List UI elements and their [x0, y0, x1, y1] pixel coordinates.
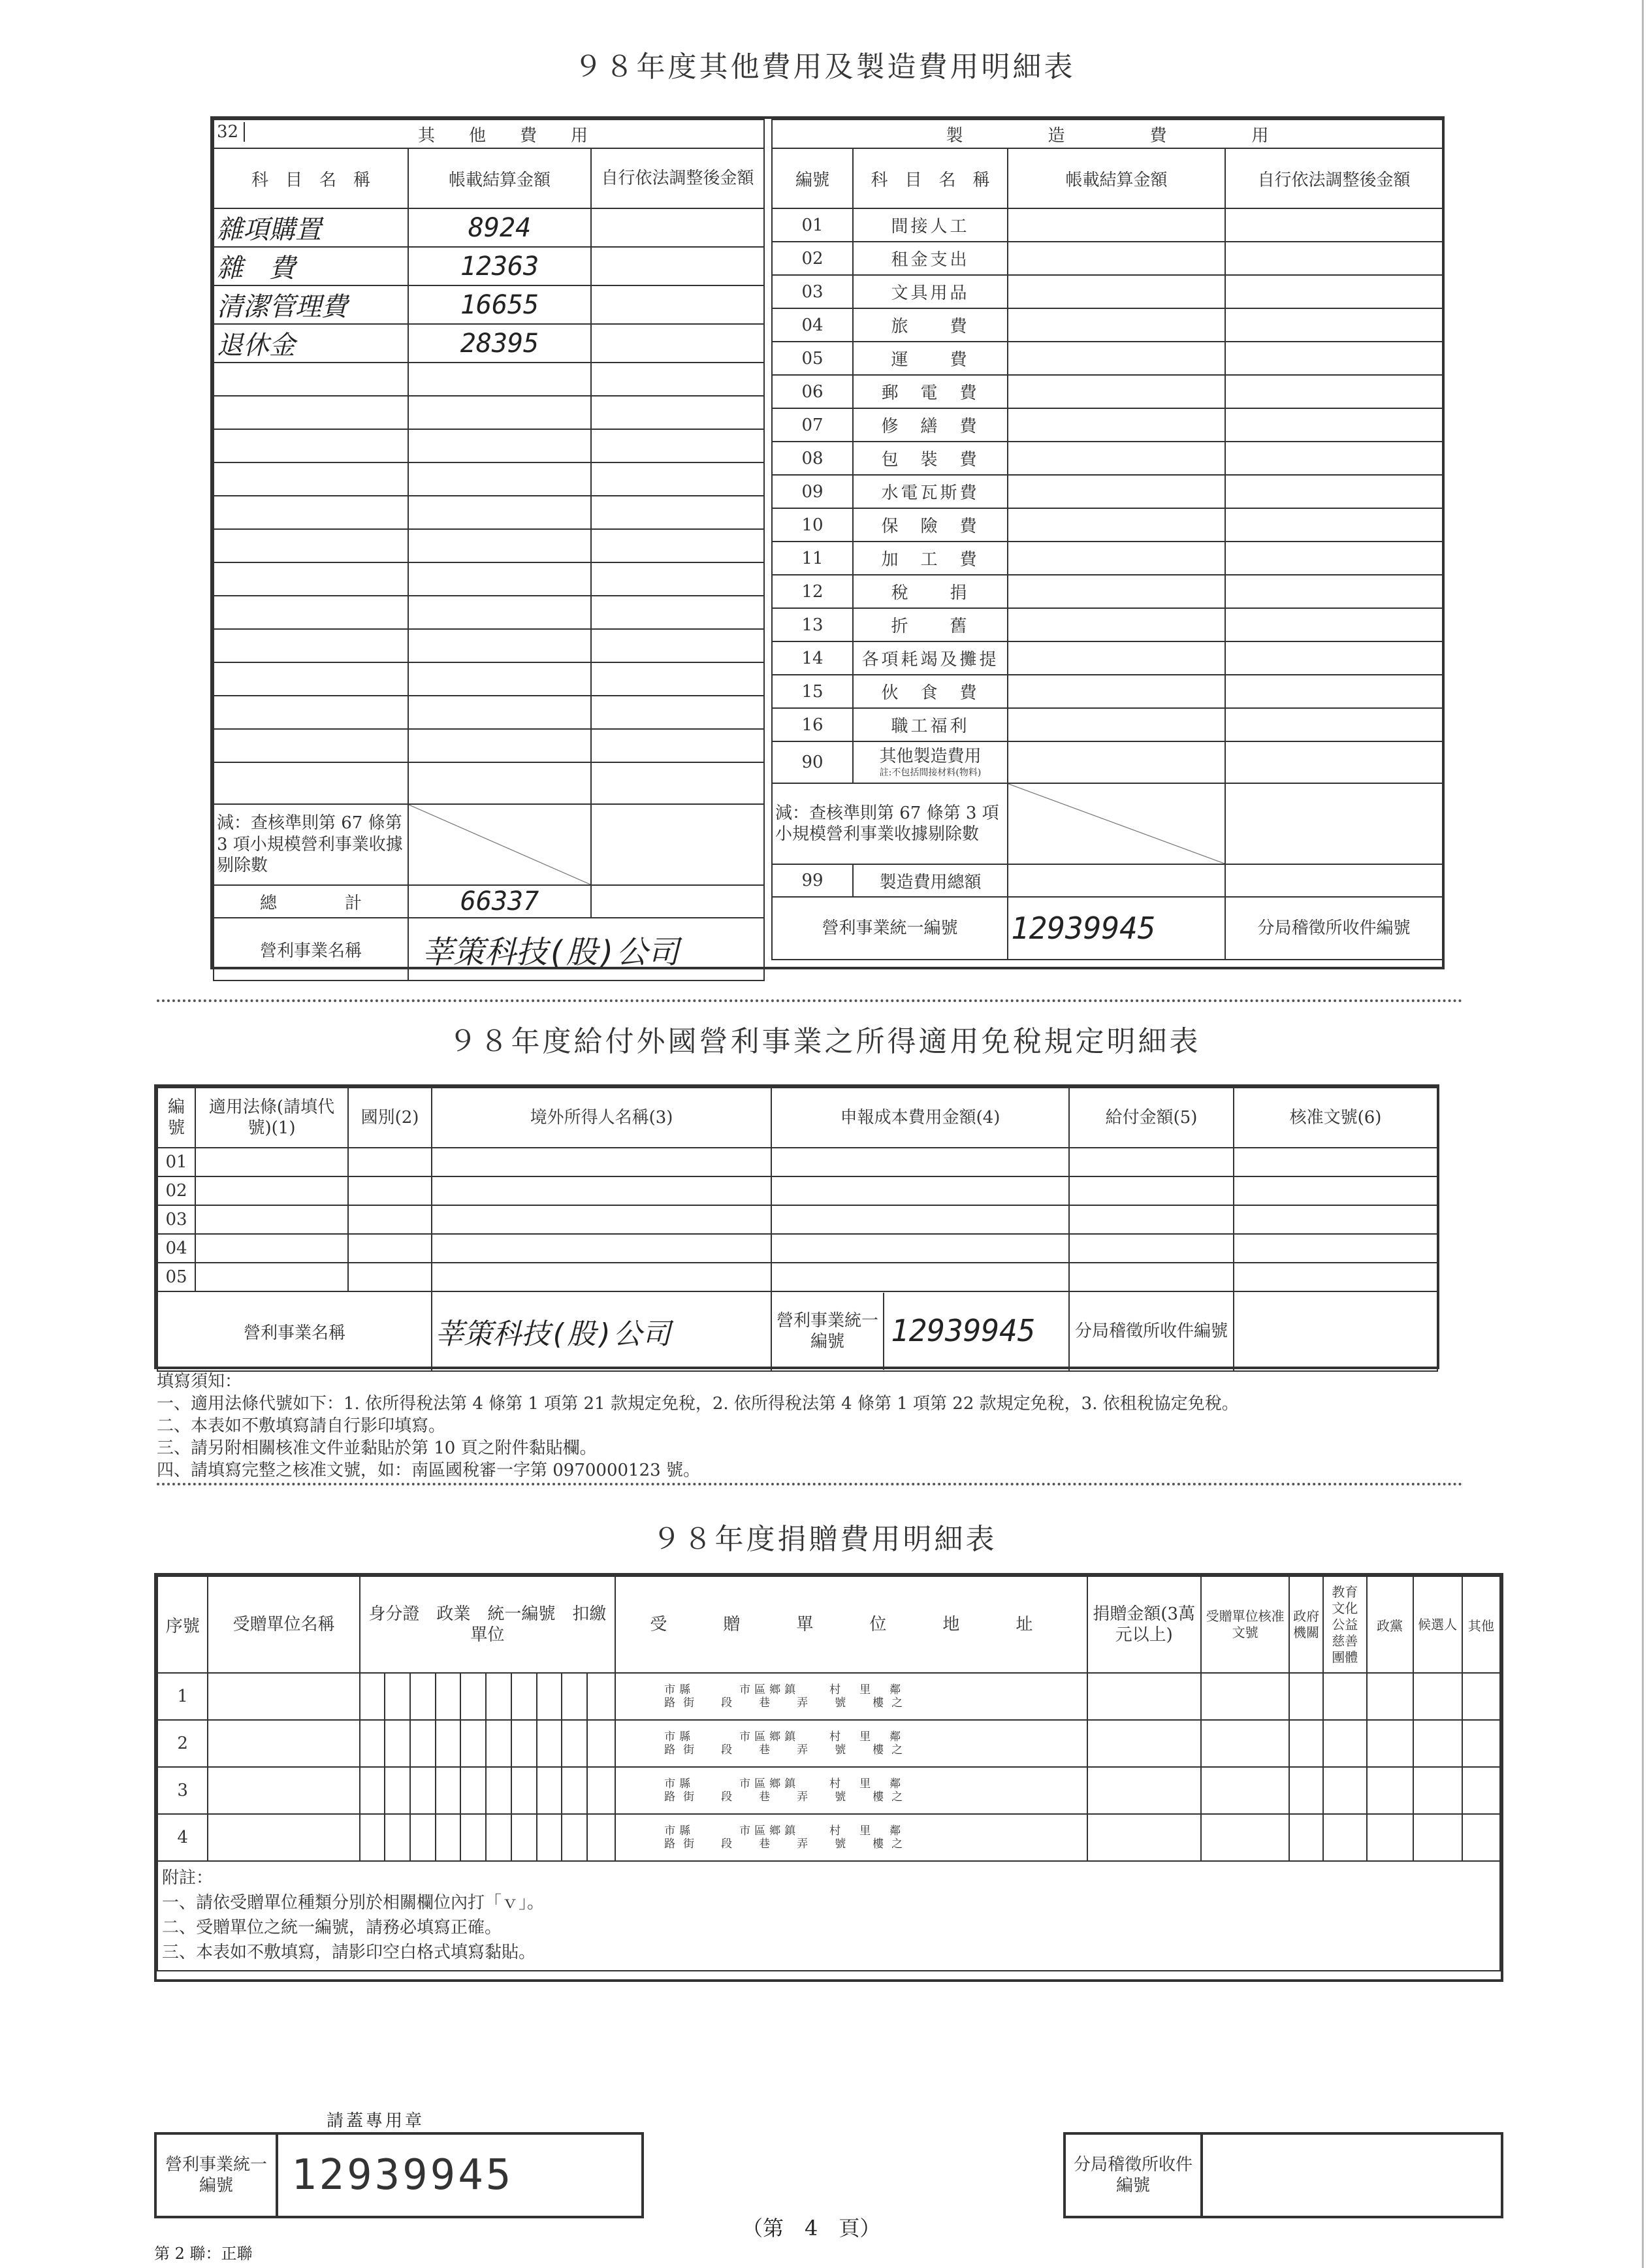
page-number: （第 4 頁）	[742, 2216, 881, 2241]
manufacturing-no: 06	[772, 375, 853, 408]
foreign-income-no: 02	[157, 1176, 195, 1205]
manufacturing-item: 折 舊	[853, 608, 1008, 641]
t2-note-line: 一、適用法條代號如下：1. 依所得稅法第 4 條第 1 項第 21 款規定免稅，2. 依所得稅法第 4 條第 1 項第 22 款規定免稅，3. 依租稅協定免稅。	[157, 1394, 1239, 1414]
address-line-2: 路街 段 巷 弄 號 樓之	[664, 1790, 911, 1804]
manufacturing-row	[772, 408, 1443, 442]
footer-id-box	[154, 2132, 644, 2218]
copy-label: 第 2 聯：正聯	[154, 2244, 253, 2263]
manufacturing-item: 郵 電 費	[853, 375, 1008, 408]
t3-note-line: 三、本表如不敷填寫，請影印空白格式填寫黏貼。	[162, 1943, 536, 1962]
manufacturing-row	[772, 375, 1443, 408]
t2-company-name: 莘策科技(股)公司	[432, 1291, 771, 1371]
donation-address	[615, 1673, 1087, 1720]
manufacturing-row	[772, 342, 1443, 375]
other-expense-item	[214, 429, 408, 462]
foreign-income-row	[157, 1148, 1437, 1176]
table3-frame	[154, 1573, 1503, 1982]
col2-cost: 申報成本費用金額(4)	[771, 1088, 1069, 1148]
manufacturing-row	[772, 242, 1443, 275]
other-expense-row	[214, 496, 764, 529]
donation-table	[157, 1576, 1501, 1971]
t2-note-line: 填寫須知：	[157, 1372, 242, 1391]
t2-id-label: 營利事業統一編號	[772, 1293, 884, 1370]
manufacturing-row	[772, 708, 1443, 741]
foreign-income-no: 04	[157, 1234, 195, 1263]
left-deduct-adj	[591, 804, 764, 885]
donation-seq: 4	[157, 1814, 208, 1861]
manufacturing-row	[772, 575, 1443, 608]
manufacturing-no: 13	[772, 608, 853, 641]
other-expense-item	[214, 529, 408, 562]
other-expense-row	[214, 696, 764, 729]
table1-frame	[210, 116, 1445, 969]
manufacturing-header: 製 造 費 用	[772, 120, 1443, 148]
col3-approval: 受贈單位核准文號	[1201, 1576, 1289, 1673]
t3-note-line: 附註：	[162, 1868, 214, 1888]
t2-office-label: 分局稽徵所收件編號	[1069, 1291, 1234, 1371]
manufacturing-row	[772, 641, 1443, 675]
other-expense-item: 清潔管理費	[214, 285, 408, 324]
manufacturing-row	[772, 442, 1443, 475]
col-adjusted-amount-r: 自行依法調整後金額	[1225, 148, 1443, 208]
col3-addr: 受 贈 單 位 地 址	[615, 1576, 1087, 1673]
other-expense-row	[214, 462, 764, 496]
donation-seq: 2	[157, 1720, 208, 1767]
t2-notes	[157, 1370, 1239, 1482]
manufacturing-item: 水電瓦斯費	[853, 475, 1008, 508]
right-deduct-adj	[1225, 783, 1443, 864]
left-deduct-label: 減：查核準則第 67 條第 3 項小規模營利事業收據剔除數	[214, 804, 408, 885]
other-expense-item: 雜項購置	[214, 208, 408, 247]
other-expense-item	[214, 462, 408, 496]
foreign-income-row	[157, 1205, 1437, 1234]
right-deduct-book	[1008, 783, 1225, 864]
manufacturing-row	[772, 608, 1443, 641]
manufacturing-item: 加 工 費	[853, 542, 1008, 575]
col3-id: 身分證 政業 統一編號 扣繳單位	[360, 1576, 615, 1673]
donation-seq: 1	[157, 1673, 208, 1720]
donation-seq: 3	[157, 1767, 208, 1814]
table2-title: ９８年度給付外國營利事業之所得適用免稅規定明細表	[448, 1025, 1201, 1058]
address-line-1: 市縣 市區鄉鎮 村 里 鄰	[664, 1730, 905, 1743]
other-expense-amount	[408, 363, 591, 396]
t3-notes	[162, 1866, 1496, 1965]
manufacturing-no: 10	[772, 508, 853, 542]
manufacturing-no: 15	[772, 675, 853, 708]
table1-title: ９８年度其他費用及製造費用明細表	[573, 50, 1076, 84]
manufacturing-no: 07	[772, 408, 853, 442]
other-expense-item	[214, 729, 408, 762]
other-expense-row	[214, 729, 764, 762]
address-line-1: 市縣 市區鄉鎮 村 里 鄰	[664, 1824, 905, 1838]
manufacturing-no: 12	[772, 575, 853, 608]
manufacturing-no: 02	[772, 242, 853, 275]
col-book-amount: 帳載結算金額	[408, 148, 591, 208]
form-code: 32	[217, 122, 245, 142]
foreign-income-row	[157, 1176, 1437, 1205]
donation-address	[615, 1767, 1087, 1814]
col-adjusted-amount: 自行依法調整後金額	[591, 148, 764, 208]
row99-name: 製造費用總額	[853, 864, 1008, 897]
other-expense-row	[214, 285, 764, 324]
col3-gov: 政府機關	[1289, 1576, 1323, 1673]
manufacturing-row	[772, 308, 1443, 342]
other-expense-row	[214, 529, 764, 562]
col-item-name: 科 目 名 稱	[214, 148, 408, 208]
donation-row	[157, 1720, 1500, 1767]
col2-pay: 給付金額(5)	[1069, 1088, 1234, 1148]
manufacturing-item: 租金支出	[853, 242, 1008, 275]
manufacturing-item: 文具用品	[853, 275, 1008, 308]
address-line-1: 市縣 市區鄉鎮 村 里 鄰	[664, 1777, 905, 1790]
col2-approval: 核准文號(6)	[1234, 1088, 1437, 1148]
footer-office-box	[1063, 2132, 1503, 2218]
other-expense-row	[214, 596, 764, 629]
company-name: 莘策科技(股)公司	[408, 918, 764, 980]
other-expense-amount	[408, 462, 591, 496]
manufacturing-no: 14	[772, 641, 853, 675]
manufacturing-no: 16	[772, 708, 853, 741]
col3-edu: 教育文化公益慈善團體	[1323, 1576, 1367, 1673]
col3-seq: 序號	[157, 1576, 208, 1673]
manufacturing-item: 伙 食 費	[853, 675, 1008, 708]
other-expense-item	[214, 662, 408, 696]
col3-candidate: 候選人	[1413, 1576, 1462, 1673]
t2-note-line: 三、請另附相關核准文件並黏貼於第 10 頁之附件黏貼欄。	[157, 1438, 597, 1458]
other-expense-amount	[408, 729, 591, 762]
foreign-income-no: 05	[157, 1263, 195, 1291]
other-expense-table	[213, 119, 765, 981]
other-expense-row	[214, 629, 764, 662]
total-amount: 66337	[408, 885, 591, 918]
manufacturing-item: 運 費	[853, 342, 1008, 375]
right-deduct-label: 減：查核準則第 67 條第 3 項小規模營利事業收據剔除數	[772, 783, 1008, 864]
other-expense-item	[214, 696, 408, 729]
manufacturing-row	[772, 542, 1443, 575]
other-expense-item: 退休金	[214, 324, 408, 363]
table3-title: ９８年度捐贈費用明細表	[652, 1523, 997, 1556]
page-edge	[1642, 0, 1649, 2268]
manufacturing-item: 旅 費	[853, 308, 1008, 342]
manufacturing-no: 09	[772, 475, 853, 508]
other-expense-item	[214, 363, 408, 396]
t2-company-label: 營利事業名稱	[157, 1291, 432, 1371]
other-expense-amount: 16655	[408, 285, 591, 324]
manufacturing-item: 稅 捐	[853, 575, 1008, 608]
address-line-1: 市縣 市區鄉鎮 村 里 鄰	[664, 1683, 905, 1696]
footer-office-label: 分局稽徵所收件編號	[1065, 2133, 1202, 2217]
manufacturing-item: 包 裝 費	[853, 442, 1008, 475]
other-expense-amount: 28395	[408, 324, 591, 363]
manufacturing-row	[772, 475, 1443, 508]
donation-address	[615, 1814, 1087, 1861]
other-expense-item	[214, 596, 408, 629]
manufacturing-row	[772, 508, 1443, 542]
other-expense-amount	[408, 529, 591, 562]
col2-name: 境外所得人名稱(3)	[432, 1088, 771, 1148]
manufacturing-item: 保 險 費	[853, 508, 1008, 542]
manufacturing-no: 03	[772, 275, 853, 308]
other-expense-item	[214, 396, 408, 429]
other-expense-item: 雜 費	[214, 247, 408, 285]
other-expense-amount	[408, 496, 591, 529]
manufacturing-no: 11	[772, 542, 853, 575]
other-expense-row	[214, 324, 764, 363]
other-expense-row	[214, 208, 764, 247]
col2-no: 編號	[157, 1088, 195, 1148]
col3-name: 受贈單位名稱	[208, 1576, 359, 1673]
t3-note-line: 二、受贈單位之統一編號，請務必填寫正確。	[162, 1918, 502, 1937]
foreign-income-no: 01	[157, 1148, 195, 1176]
t3-notes-cell	[157, 1861, 1500, 1971]
other-expense-amount: 12363	[408, 247, 591, 285]
other-expense-header: 32 其 他 費 用	[214, 120, 764, 148]
col3-other: 其他	[1462, 1576, 1500, 1673]
divider-2	[157, 1483, 1463, 1485]
col2-law: 適用法條(請填代號)(1)	[195, 1088, 348, 1148]
other-expense-amount	[408, 662, 591, 696]
donation-row	[157, 1814, 1500, 1861]
row90-name: 其他製造費用 註:不包括間接材料(物料)	[853, 741, 1008, 783]
row90-no: 90	[772, 741, 853, 783]
t2-note-line: 四、請填寫完整之核准文號，如：南區國稅審一字第 0970000123 號。	[157, 1461, 700, 1480]
other-expense-row	[214, 363, 764, 396]
id-value: 12939945	[1008, 897, 1225, 960]
other-expense-item	[214, 562, 408, 596]
footer-id-value: 12939945	[277, 2133, 643, 2217]
total-label: 總 計	[214, 885, 408, 918]
office-label: 分局稽徵所收件編號	[1225, 897, 1443, 960]
address-line-2: 路街 段 巷 弄 號 樓之	[664, 1838, 911, 1851]
manufacturing-expense-table	[771, 119, 1443, 960]
foreign-income-table	[157, 1087, 1438, 1372]
manufacturing-item: 各項耗竭及攤提	[853, 641, 1008, 675]
foreign-income-row	[157, 1234, 1437, 1263]
col3-amount: 捐贈金額(3萬元以上)	[1087, 1576, 1201, 1673]
other-expense-amount	[408, 629, 591, 662]
company-label: 營利事業名稱	[214, 918, 408, 980]
donation-address	[615, 1720, 1087, 1767]
address-line-2: 路街 段 巷 弄 號 樓之	[664, 1696, 911, 1709]
total-adj	[591, 885, 764, 918]
other-expense-amount	[408, 562, 591, 596]
other-expense-amount	[408, 429, 591, 462]
col2-country: 國別(2)	[348, 1088, 432, 1148]
t3-note-line: 一、請依受贈單位種類分別於相關欄位內打「ｖ」。	[162, 1893, 545, 1913]
other-expense-item	[214, 496, 408, 529]
donation-row	[157, 1767, 1500, 1814]
col-item-name-r: 科 目 名 稱	[853, 148, 1008, 208]
manufacturing-item: 間接人工	[853, 208, 1008, 242]
other-expense-amount	[408, 396, 591, 429]
col3-party: 政黨	[1367, 1576, 1413, 1673]
other-expense-row	[214, 247, 764, 285]
manufacturing-no: 04	[772, 308, 853, 342]
other-expense-item	[214, 629, 408, 662]
divider-1	[157, 999, 1463, 1002]
table2-frame	[154, 1084, 1439, 1369]
id-label: 營利事業統一編號	[772, 897, 1008, 960]
address-line-2: 路街 段 巷 弄 號 樓之	[664, 1743, 911, 1757]
manufacturing-row	[772, 275, 1443, 308]
other-expense-amount	[408, 596, 591, 629]
manufacturing-no: 08	[772, 442, 853, 475]
foreign-income-row	[157, 1263, 1437, 1291]
manufacturing-no: 05	[772, 342, 853, 375]
stamp-label: 請蓋專用章	[327, 2111, 425, 2131]
footer-id-label: 營利事業統一編號	[155, 2133, 277, 2217]
t2-id-value: 12939945	[891, 1313, 1036, 1349]
other-expense-row	[214, 662, 764, 696]
manufacturing-row	[772, 208, 1443, 242]
manufacturing-row	[772, 675, 1443, 708]
col-book-amount-r: 帳載結算金額	[1008, 148, 1225, 208]
other-expense-row	[214, 396, 764, 429]
t2-note-line: 二、本表如不敷填寫請自行影印填寫。	[157, 1416, 446, 1436]
row99-no: 99	[772, 864, 853, 897]
manufacturing-no: 01	[772, 208, 853, 242]
other-expense-amount: 8924	[408, 208, 591, 247]
left-deduct-book	[408, 804, 591, 885]
foreign-income-no: 03	[157, 1205, 195, 1234]
footer-office-value	[1202, 2133, 1502, 2217]
other-expense-amount	[408, 696, 591, 729]
manufacturing-item: 修 繕 費	[853, 408, 1008, 442]
other-expense-row	[214, 562, 764, 596]
donation-row	[157, 1673, 1500, 1720]
manufacturing-item: 職工福利	[853, 708, 1008, 741]
col-no: 編號	[772, 148, 853, 208]
other-expense-row	[214, 429, 764, 462]
